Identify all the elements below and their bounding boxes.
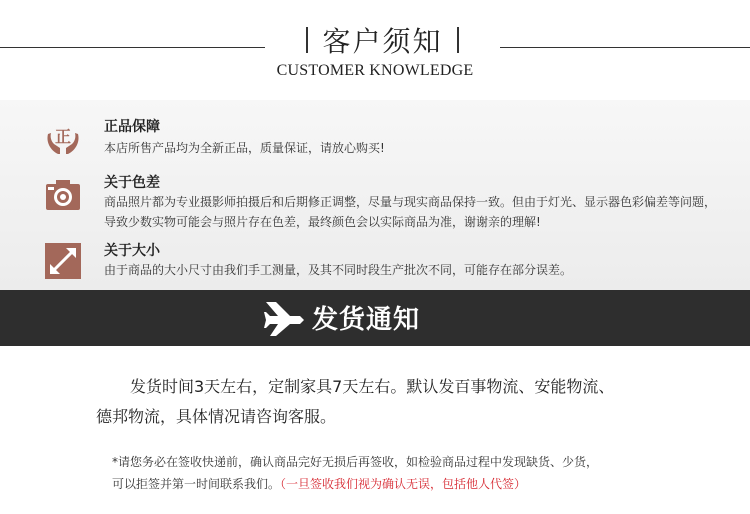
shipping-paragraph xyxy=(96,372,676,432)
info-section xyxy=(0,100,750,290)
shipping-line-1: 发货时间3天左右，定制家具7天左右。默认发百事物流、安能物流、 xyxy=(130,377,615,396)
shipping-banner xyxy=(0,290,750,346)
note-line-2 xyxy=(112,473,712,495)
note-line-1: *请您务必在签收快递前，确认商品完好无损后再签收，如检验商品过程中发现缺货、少货， xyxy=(112,455,599,469)
note-line-2-text: 可以拒签并第一时间联系我们。 xyxy=(112,477,281,491)
info-text: 由于商品的大小尺寸由我们手工测量，及其不同时段生产批次不同，可能存在部分误差。 xyxy=(104,263,573,277)
info-text: 本店所售产品均为全新正品，质量保证，请放心购买! xyxy=(104,141,385,155)
info-title: 关于色差 xyxy=(104,175,160,191)
page-subtitle: CUSTOMER KNOWLEDGE xyxy=(276,62,474,79)
genuine-icon-glyph: 正 xyxy=(54,127,72,146)
note-warning: （一旦签收我们视为确认无误，包括他人代签） xyxy=(280,477,527,491)
camera-icon xyxy=(44,176,82,214)
shipping-notes xyxy=(112,451,712,495)
shipping-section xyxy=(0,346,750,514)
page-title: 客户须知 xyxy=(322,25,443,58)
shipping-line-2: 德邦物流，具体情况请咨询客服。 xyxy=(96,407,337,426)
page-header xyxy=(0,0,750,100)
header-rule-left xyxy=(0,47,265,48)
genuine-hands-icon xyxy=(44,120,82,158)
resize-arrow-icon xyxy=(44,242,82,280)
airplane-icon xyxy=(262,296,306,340)
header-rule-right xyxy=(500,47,750,48)
banner-title: 发货通知 xyxy=(312,305,421,335)
info-text: 商品照片都为专业摄影师拍摄后和后期修正调整，尽量与现实商品保持一致。但由于灯光、显示器色彩偏差等问题，导致少数实物可能会与照片存在色差，最终颜色会以实际商品为准，谢谢亲的理解! xyxy=(104,195,717,229)
info-title: 关于大小 xyxy=(104,243,160,259)
info-title: 正品保障 xyxy=(104,119,160,135)
